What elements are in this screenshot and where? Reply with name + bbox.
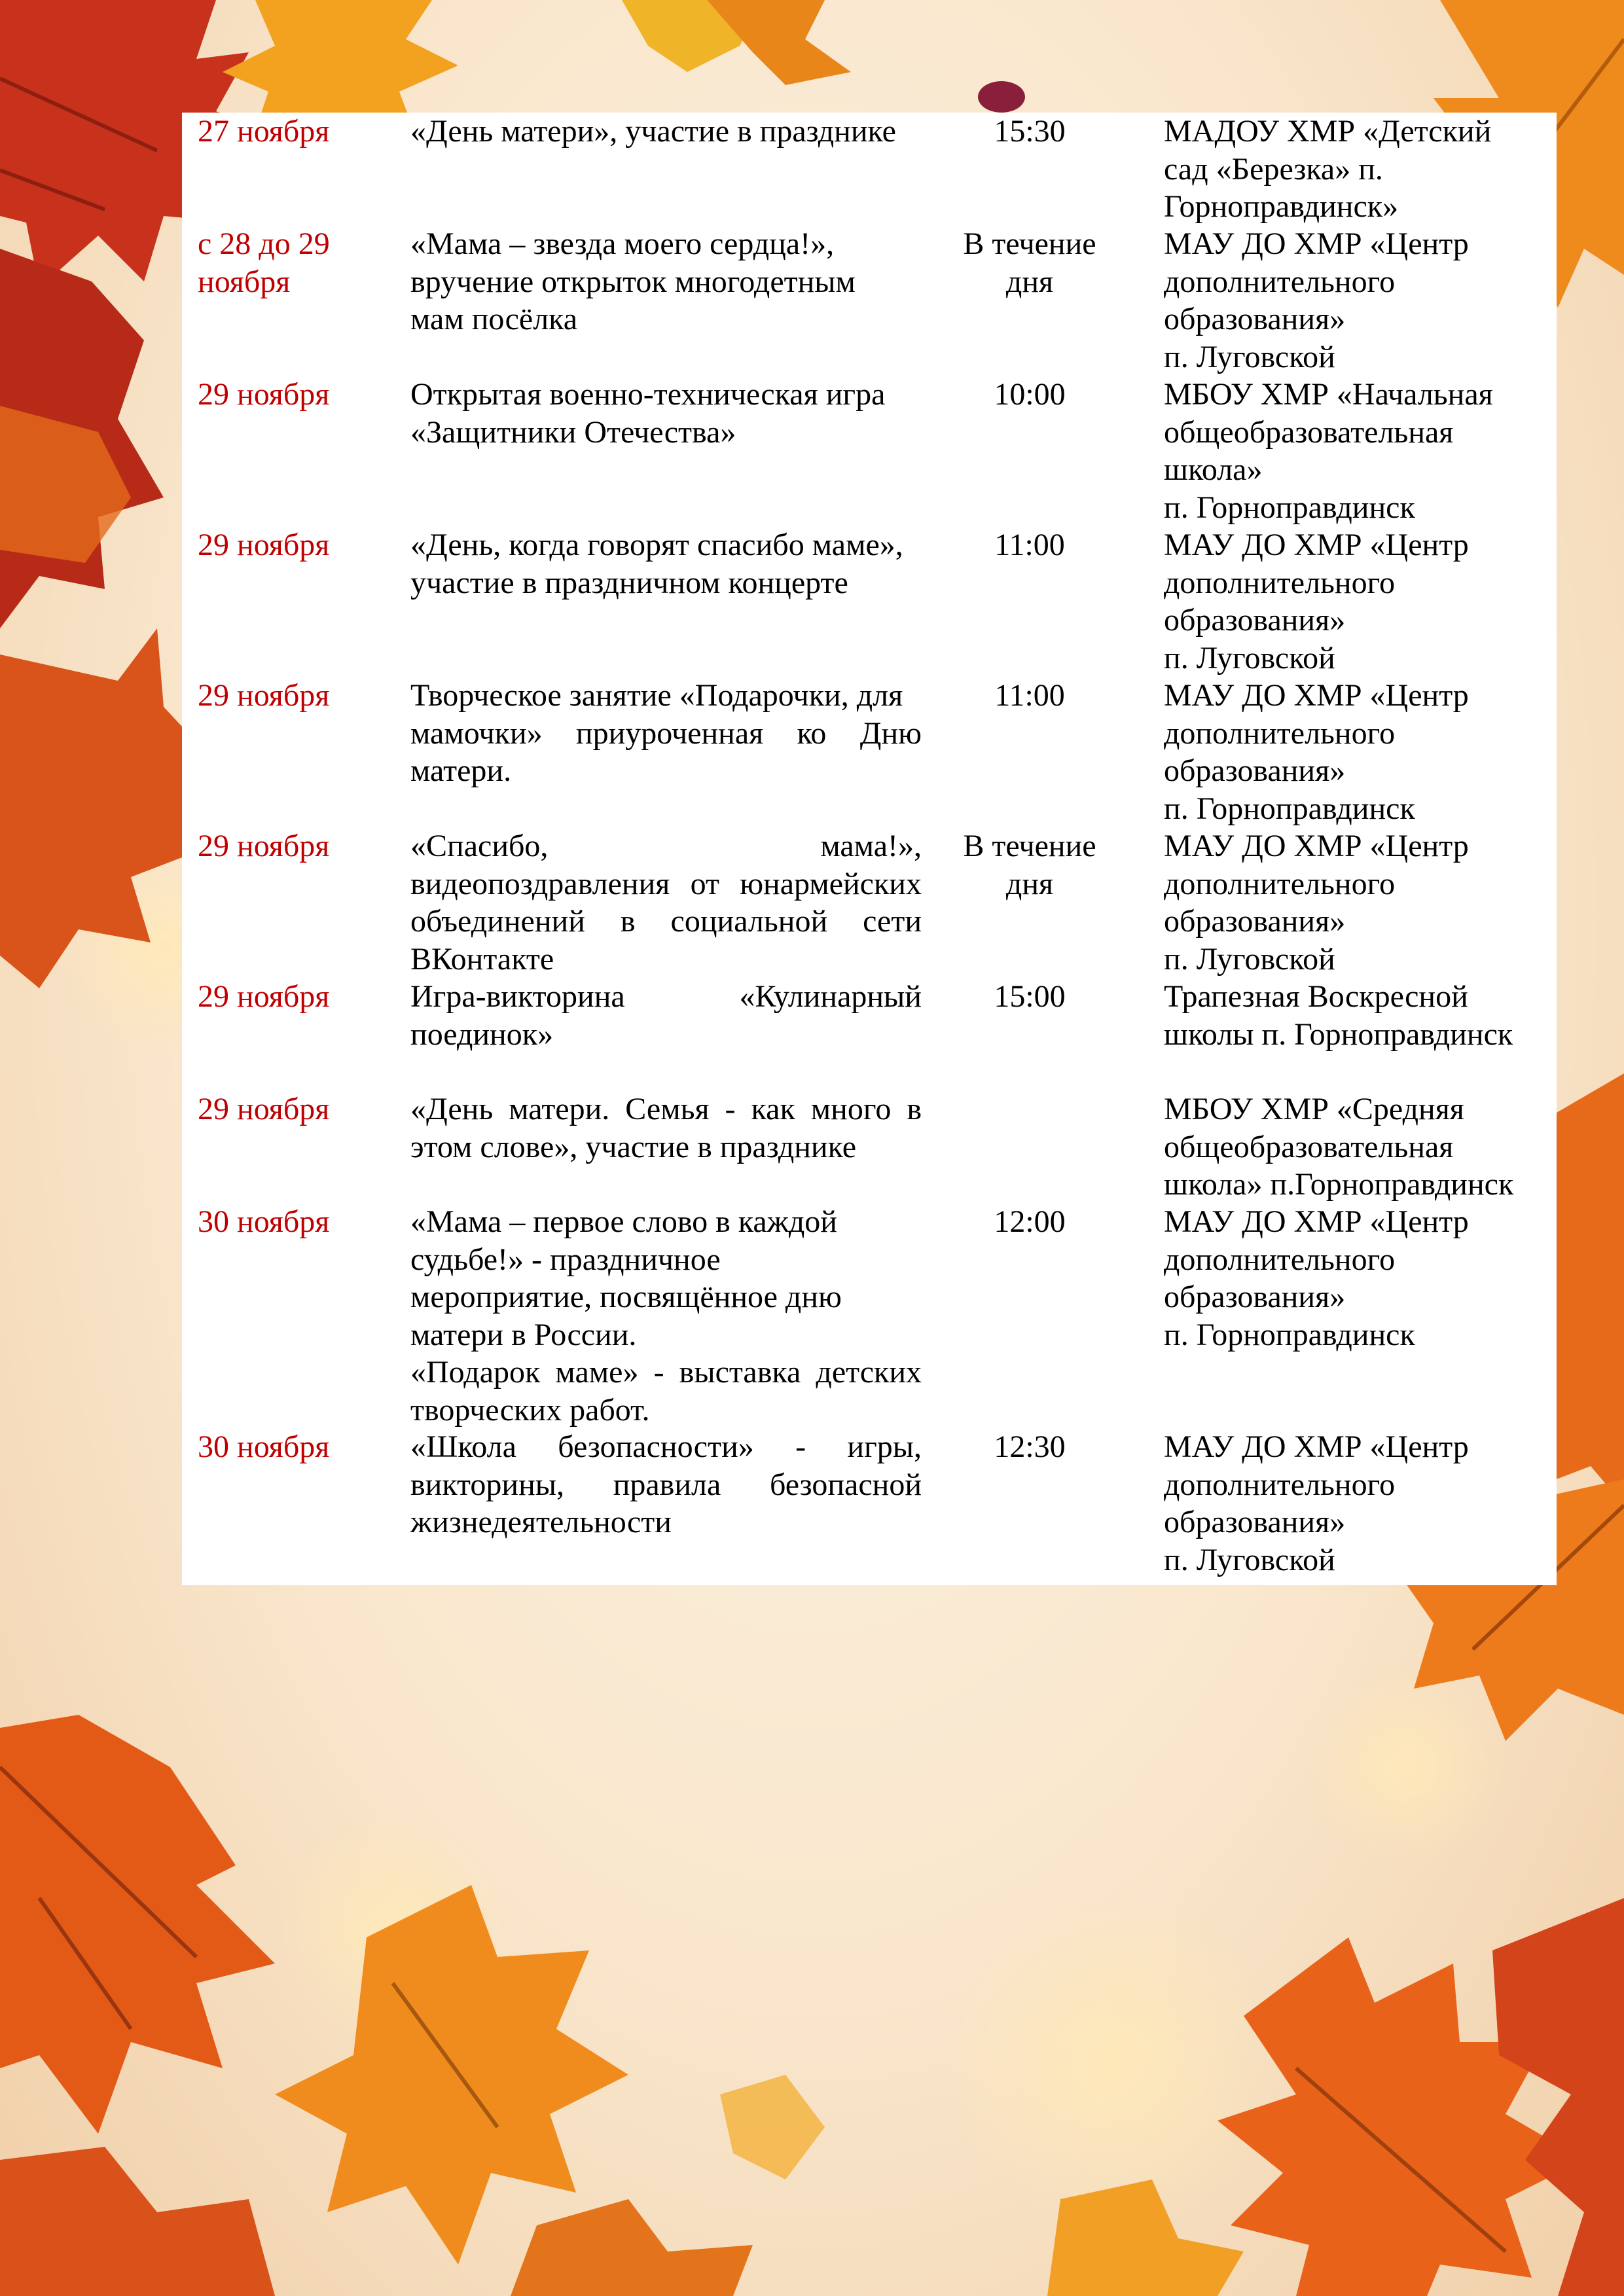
event-date: 29 ноября: [198, 829, 330, 863]
maple-leaf-icon: [0, 1715, 275, 2134]
event-place: МАУ ДО ХМР «Центр дополнительного образования» п. Луговской: [1164, 528, 1469, 675]
event-date: 29 ноября: [198, 979, 330, 1014]
event-time: 12:30: [994, 1429, 1066, 1464]
event-time: 15:30: [994, 114, 1066, 149]
event-place: МАУ ДО ХМР «Центр дополнительного образования» п. Горноправдинск: [1164, 1204, 1469, 1352]
maple-leaf-icon: [622, 0, 851, 85]
event-time: 11:00: [994, 678, 1065, 713]
event-date: 30 ноября: [198, 1204, 330, 1239]
event-title: Творческое занятие «Подарочки, для мамочки» приуроченная ко Дню матери.: [410, 678, 922, 788]
event-place: МБОУ ХМР «Начальная общеобразовательная школа» п. Горноправдинск: [1164, 377, 1493, 525]
event-title: Открытая военно-техническая игра «Защитники Отечества»: [410, 377, 886, 450]
event-time: 10:00: [994, 377, 1066, 412]
events-table: [182, 113, 1557, 1585]
event-title: «Мама – звезда моего сердца!», вручение открыток многодетным мам посёлка: [410, 226, 856, 336]
event-title: «День матери», участие в празднике: [410, 114, 896, 149]
event-date: 29 ноября: [198, 528, 330, 562]
event-title: «День матери. Семья - как много в этом слове», участие в празднике: [410, 1092, 922, 1164]
event-place: МАДОУ ХМР «Детский сад «Березка» п. Горноправдинск»: [1164, 114, 1492, 224]
event-place: МБОУ ХМР «Средняя общеобразовательная школа» п.Горноправдинск: [1164, 1092, 1514, 1202]
event-title: «День, когда говорят спасибо маме», участие в праздничном концерте: [410, 528, 903, 600]
event-date: 27 ноября: [198, 114, 330, 149]
event-place: МАУ ДО ХМР «Центр дополнительного образования» п. Луговской: [1164, 226, 1469, 374]
event-time: В течение дня: [963, 226, 1096, 299]
event-date: 29 ноября: [198, 1092, 330, 1126]
event-date: с 28 до 29 ноября: [198, 226, 330, 299]
small-leaf-icon: [978, 81, 1025, 113]
event-time: 15:00: [994, 979, 1066, 1014]
maple-leaf-icon: [720, 2075, 825, 2179]
event-date: 29 ноября: [198, 678, 330, 713]
event-place: Трапезная Воскресной школы п. Горноправдинск: [1164, 979, 1513, 1052]
event-date: 29 ноября: [198, 377, 330, 412]
event-title: «Спасибо, мама!», видеопоздравления от юнармейских объединений в социальной сети ВКонтакте: [410, 829, 922, 977]
event-title: Игра-викторина «Кулинарный поединок»: [410, 979, 922, 1052]
event-title: «Школа безопасности» - игры, викторины, правила безопасной жизнедеятельности: [410, 1429, 922, 1539]
event-time: 12:00: [994, 1204, 1066, 1239]
event-time: В течение дня: [963, 829, 1096, 901]
event-place: МАУ ДО ХМР «Центр дополнительного образования» п. Луговской: [1164, 1429, 1469, 1577]
event-time: 11:00: [994, 528, 1065, 562]
event-place: МАУ ДО ХМР «Центр дополнительного образования» п. Горноправдинск: [1164, 678, 1469, 826]
event-title: «Мама – первое слово в каждой судьбе!» - праздничное мероприятие, посвящённое дню матери в России. «Подарок маме» - выставка детских творческих работ.: [410, 1204, 922, 1427]
event-place: МАУ ДО ХМР «Центр дополнительного образования» п. Луговской: [1164, 829, 1469, 977]
event-date: 30 ноября: [198, 1429, 330, 1464]
